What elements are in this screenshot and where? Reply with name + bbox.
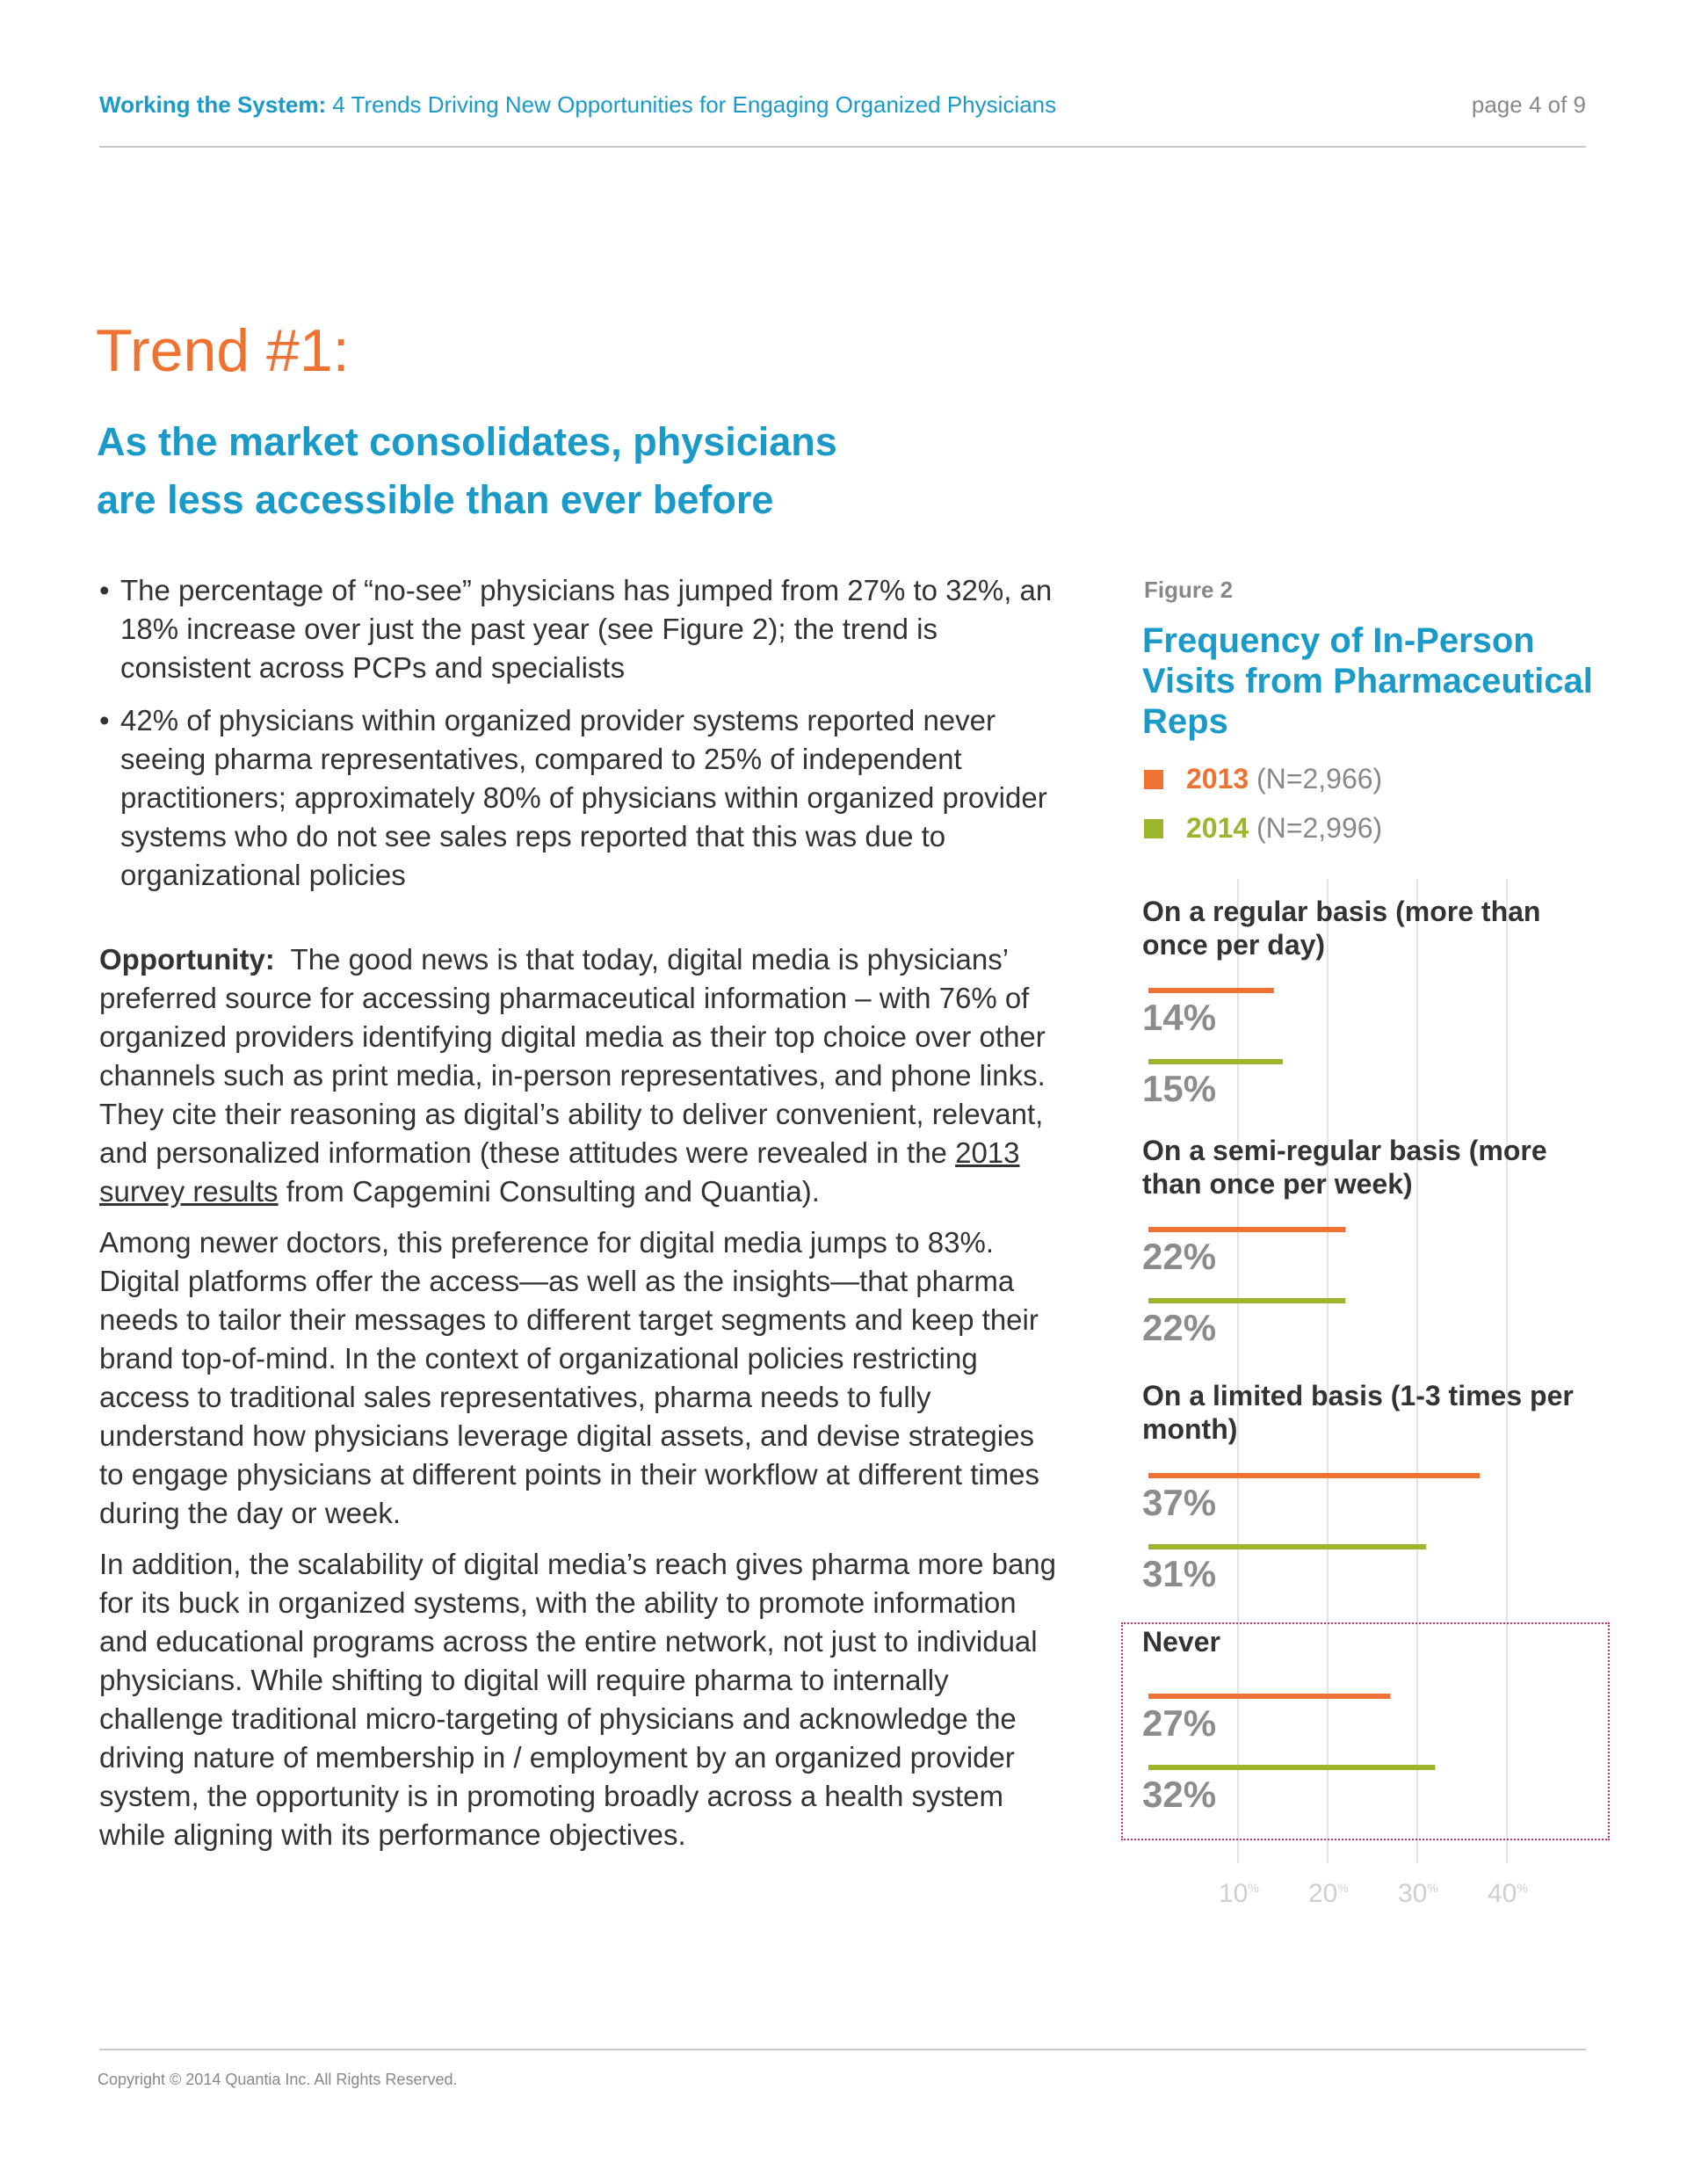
legend-swatch-orange [1144, 770, 1163, 789]
trend-subtitle-line-2: are less accessible than ever before [97, 477, 774, 522]
running-header [99, 91, 1586, 127]
body-paragraph: Among newer doctors, this preference for digital media jumps to 83%. Digital platforms offer the access—as well as the insights—that pharma needs to tailor their messages to different target segments and keep their brand top-of-mind. In the context of organizational policies restricting access to traditional sales representatives, pharma needs to fully understand how physicians leverage digital assets, and devise strategies to engage physicians at different points in their workflow at different times during the day or week. [99, 1226, 1040, 1529]
figure-label: Figure 2 [1144, 577, 1234, 603]
document-title-bold: Working the System: [99, 91, 327, 118]
opportunity-text-end: from Capgemini Consulting and Quantia). [286, 1175, 820, 1208]
legend-sample-size: (N=2,996) [1256, 812, 1383, 844]
value-label-2013: 37% [1142, 1482, 1217, 1523]
value-label-2014: 32% [1142, 1774, 1217, 1815]
value-label-2014: 22% [1142, 1307, 1217, 1348]
bar-2014 [1148, 1298, 1345, 1303]
body-text [99, 571, 1066, 1867]
bullet-dot: • [99, 704, 110, 736]
bar-2013 [1148, 1473, 1480, 1478]
page-number: page 4 of 9 [1471, 91, 1586, 118]
opportunity-text: The good news is that today, digital media is physicians’ preferred source for accessing pharmaceutical information – with 76% of organized providers identifying digital media as their top choice over other channels such as print media, in-person representatives, and phone links. They cite their reasoning as digital’s ability to deliver convenient, relevant, and personalized information (these attitudes were revealed in the [99, 943, 1046, 1169]
bar-2013 [1148, 1227, 1345, 1232]
value-label-2014: 15% [1142, 1068, 1217, 1109]
category-label: On a regular basis (more than once per day) [1142, 896, 1541, 961]
legend-sample-size: (N=2,966) [1256, 763, 1383, 795]
category-label: On a semi-regular basis (more than once per week) [1142, 1135, 1547, 1200]
x-tick-label: 30% [1398, 1879, 1438, 1908]
legend-year: 2014 [1186, 812, 1249, 844]
trend-subtitle-line-1: As the market consolidates, physicians [97, 419, 837, 464]
legend-year: 2013 [1186, 763, 1249, 795]
opportunity-lead: Opportunity: [99, 943, 275, 976]
value-label-2014: 31% [1142, 1553, 1217, 1594]
figure-title: Frequency of In-Person Visits from Pharmaceutical Reps [1142, 621, 1593, 741]
category-label: On a limited basis (1-3 times per month) [1142, 1380, 1574, 1445]
copyright: Copyright © 2014 Quantia Inc. All Rights Reserved. [98, 2071, 458, 2088]
survey-results-link[interactable]: 2013 survey results [99, 1136, 1020, 1208]
trend-title: Trend #1: [96, 317, 350, 384]
category-label: Never [1142, 1626, 1220, 1658]
legend-item-2014 [1144, 812, 1583, 851]
bullet-text: The percentage of “no-see” physicians has jumped from 27% to 32%, an 18% increase over just the past year (see Figure 2); the trend is consistent across PCPs and specialists [120, 574, 1053, 684]
trend-subtitle [97, 413, 887, 529]
bullet-item [99, 701, 1066, 895]
body-paragraph: In addition, the scalability of digital media’s reach gives pharma more bang for its buck in organized systems, with the ability to promote information and educational programs across the entire network, not just to individual physicians. While shifting to digital will require pharma to internally challenge traditional micro-targeting of physicians and acknowledge the driving nature of membership in / employment by an organized provider system, the opportunity is in promoting broadly across a health system while aligning with its performance objectives. [99, 1548, 1056, 1851]
value-label-2013: 14% [1142, 997, 1217, 1038]
opportunity-paragraph [99, 940, 1066, 1211]
bullet-item [99, 571, 1066, 687]
value-label-2013: 27% [1142, 1702, 1217, 1744]
bullet-dot: • [99, 574, 110, 606]
x-tick-label: 20% [1308, 1879, 1349, 1908]
bar-2014 [1148, 1059, 1283, 1064]
bar-2013 [1148, 988, 1274, 993]
document-title [99, 91, 1056, 119]
legend-swatch-green [1144, 819, 1163, 838]
document-title-rest: 4 Trends Driving New Opportunities for Engaging Organized Physicians [332, 91, 1057, 118]
x-tick-label: 10% [1219, 1879, 1259, 1908]
value-label-2013: 22% [1142, 1236, 1217, 1277]
bar-2014 [1148, 1544, 1426, 1549]
header-divider [99, 146, 1586, 148]
never-highlight-box [1121, 1622, 1610, 1840]
x-tick-label: 40% [1488, 1879, 1528, 1908]
bullet-text: 42% of physicians within organized provider systems reported never seeing pharma representatives, compared to 25% of independent practitioners; approximately 80% of physicians within organized provider systems who do not see sales reps reported that this was due to organizational policies [120, 704, 1047, 891]
legend-item-2013 [1144, 763, 1583, 802]
footer-divider [99, 2049, 1586, 2050]
